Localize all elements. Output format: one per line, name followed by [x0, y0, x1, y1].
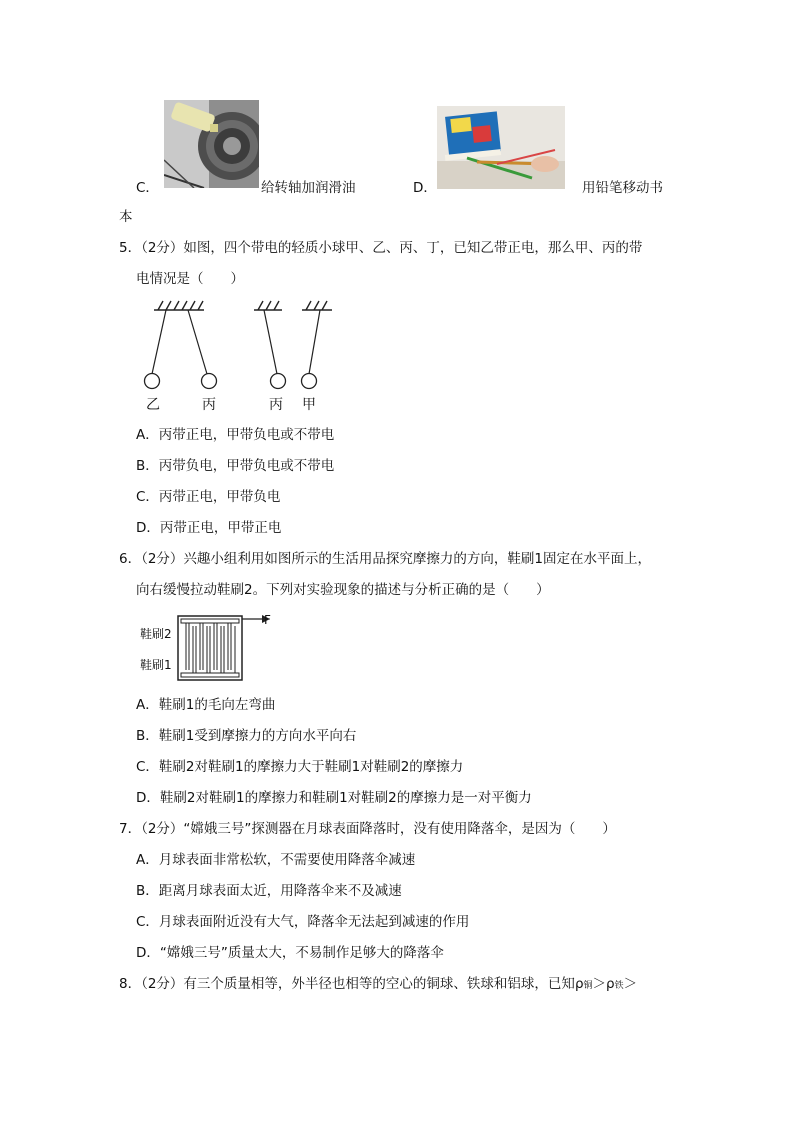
q7-stem-line1: 7．（2分）“嫦娥三号”探测器在月球表面降落时，没有使用降落伞，是因为（ ）: [119, 821, 616, 837]
label-brush-2: 鞋刷2: [140, 627, 172, 641]
charged-balls-figure: [136, 298, 336, 416]
shoe-brush-figure: [140, 610, 280, 684]
q4-option-c-text: 给转轴加润滑油: [261, 180, 356, 196]
rho-copper: ρ: [574, 976, 584, 992]
thread-yi: [152, 310, 166, 374]
q4-option-d-text: 用铅笔移动书: [582, 180, 663, 196]
label-yi: 乙: [146, 397, 160, 413]
label-brush-1: 鞋刷1: [140, 658, 172, 672]
label-bing-2: 丙: [269, 397, 283, 413]
q7-option-c: C．月球表面附近没有大气，降落伞无法起到减速的作用: [136, 914, 470, 930]
support-left: [154, 301, 204, 310]
q7-option-a: A．月球表面非常松软，不需要使用降落伞减速: [136, 852, 416, 868]
label-force: F: [264, 613, 271, 627]
brush-2-back: [181, 619, 239, 623]
q6-option-c: C．鞋刷2对鞋刷1的摩擦力大于鞋刷1对鞋刷2的摩擦力: [136, 759, 464, 775]
ball-bing-1: [202, 374, 217, 389]
q5-stem-line2: 电情况是（ ）: [136, 271, 244, 287]
thread-jia: [309, 310, 320, 374]
q4-option-d-letter: D．: [413, 180, 437, 196]
greater-than-2: ＞: [623, 976, 638, 992]
q6-stem-line1: 6．（2分）兴趣小组利用如图所示的生活用品探究摩擦力的方向，鞋刷1固定在水平面上，: [119, 551, 652, 567]
q7-option-b: B．距离月球表面太近，用降落伞来不及减速: [136, 883, 402, 899]
q8-stem-text: 8．（2分）有三个质量相等，外半径也相等的空心的铜球、铁球和铝球，已知: [119, 976, 575, 992]
q5-option-d: D．丙带正电，甲带正电: [136, 520, 282, 536]
q5-option-a: A．丙带正电，甲带负电或不带电: [136, 427, 335, 443]
pencils-moving-book-photo: [437, 106, 565, 189]
q6-stem-line2: 向右缓慢拉动鞋刷2。下列对实验现象的描述与分析正确的是（ ）: [136, 582, 550, 598]
ball-jia: [302, 374, 317, 389]
rho-copper-sub: 铜: [583, 981, 593, 991]
bristles: [186, 623, 235, 673]
q5-option-c: C．丙带正电，甲带负电: [136, 489, 281, 505]
thread-bing-1: [188, 310, 207, 374]
support-right: [302, 301, 332, 310]
greater-than-1: ＞: [592, 976, 607, 992]
q4-option-c-letter: C．: [136, 180, 159, 196]
q5-stem-line1: 5．（2分）如图，四个带电的轻质小球甲、乙、丙、丁，已知乙带正电，那么甲、丙的带: [119, 240, 643, 256]
ball-bing-2: [271, 374, 286, 389]
thread-bing-2: [264, 310, 277, 374]
lubricating-axle-photo: [164, 100, 259, 188]
rho-iron-sub: 铁: [614, 981, 624, 991]
q8-stem-line1: [119, 975, 637, 995]
q6-option-a: A．鞋刷1的毛向左弯曲: [136, 697, 276, 713]
q5-option-b: B．丙带负电，甲带负电或不带电: [136, 458, 335, 474]
q4-option-d-wrap: 本: [119, 209, 133, 225]
q6-option-b: B．鞋刷1受到摩擦力的方向水平向右: [136, 728, 357, 744]
label-bing-1: 丙: [202, 397, 216, 413]
label-jia: 甲: [302, 397, 316, 413]
brush-1-back: [181, 673, 239, 677]
q7-option-d: D．“嫦娥三号”质量太大，不易制作足够大的降落伞: [136, 945, 444, 961]
support-middle: [254, 301, 282, 310]
rho-iron: ρ: [606, 976, 615, 992]
q6-option-d: D．鞋刷2对鞋刷1的摩擦力和鞋刷1对鞋刷2的摩擦力是一对平衡力: [136, 790, 532, 806]
ball-yi: [145, 374, 160, 389]
